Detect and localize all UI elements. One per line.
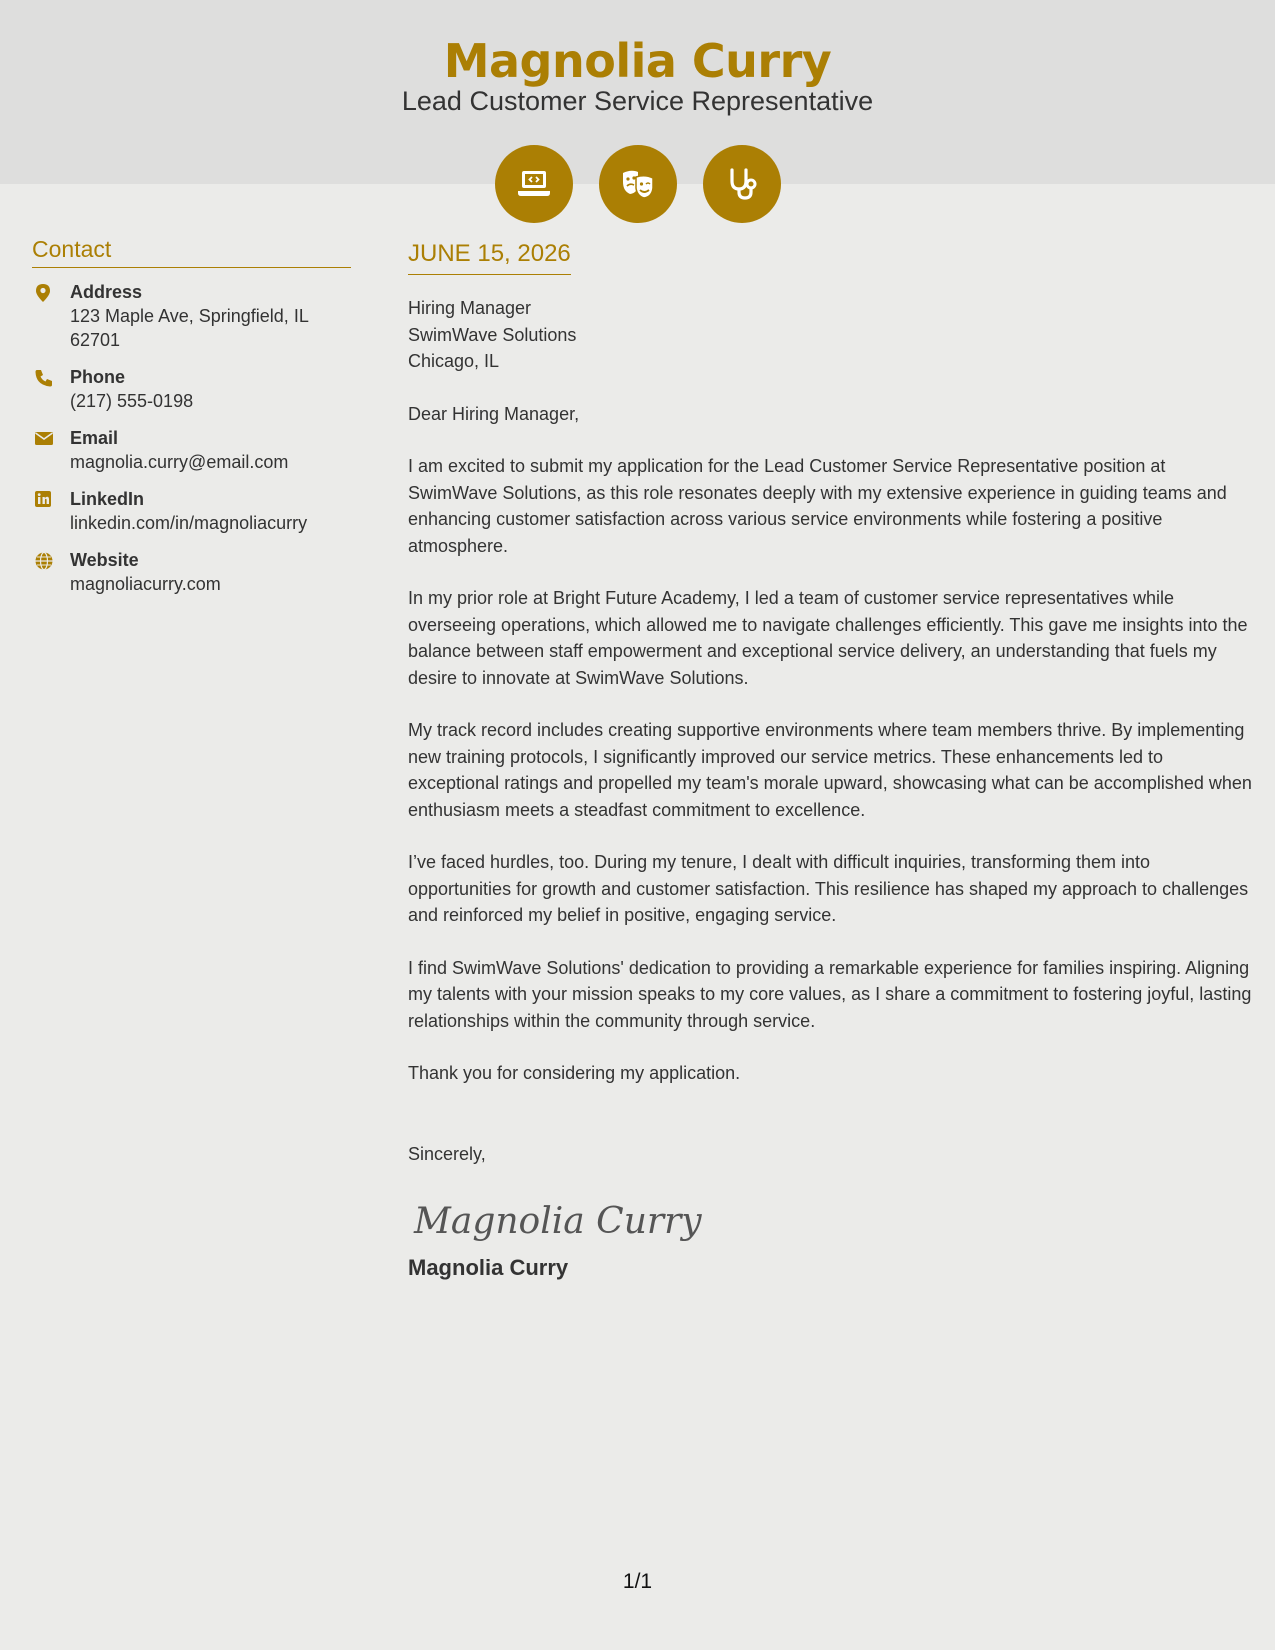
letter-paragraph: I am excited to submit my application for the Lead Customer Service Representative position at SwimWave Solutions, as this role resonates deeply with my extensive experience in guiding teams and enhancing customer satisfaction across various service environments while fostering a positive atmosphere. [408, 456, 1227, 556]
map-pin-icon [32, 280, 70, 308]
contact-label: Website [70, 550, 139, 570]
stethoscope-icon [703, 145, 781, 223]
contact-item-website [32, 548, 351, 596]
linkedin-icon [32, 487, 70, 513]
closing: Sincerely, [408, 1143, 486, 1164]
recipient-line: Chicago, IL [408, 351, 500, 371]
contact-value: magnolia.curry@email.com [70, 452, 289, 472]
laptop-code-icon [495, 145, 573, 223]
letter-paragraph: Thank you for considering my application. [408, 1063, 741, 1083]
contact-item-address [32, 280, 351, 352]
salutation: Dear Hiring Manager, [408, 403, 580, 424]
letter-body [408, 240, 1253, 1281]
globe-icon [32, 548, 70, 576]
contact-sidebar [32, 236, 351, 609]
contact-item-phone [32, 365, 351, 413]
signer-name: Magnolia Curry [408, 1255, 569, 1280]
applicant-role: Lead Customer Service Representative [401, 86, 874, 116]
letter-paragraph: I’ve faced hurdles, too. During my tenure, I dealt with difficult inquiries, transforming them into opportunities for growth and customer satisfaction. This resilience has shaped my approach to challenges and reinforced my belief in positive, engaging service. [408, 852, 1249, 925]
applicant-name: Magnolia Curry [443, 34, 832, 88]
recipient-line: Hiring Manager [408, 298, 532, 318]
recipient-block [408, 295, 1253, 375]
contact-label: LinkedIn [70, 489, 145, 509]
letter-date: JUNE 15, 2026 [408, 240, 571, 275]
envelope-icon [32, 426, 70, 452]
contact-label: Phone [70, 367, 126, 387]
contact-item-linkedin [32, 487, 351, 535]
contact-label: Email [70, 428, 119, 448]
contact-value: magnoliacurry.com [70, 574, 221, 594]
letter-paragraph: In my prior role at Bright Future Academy, I led a team of customer service representatives while overseeing operations, which allowed me to navigate challenges efficiently. This gave me insights into the balance between staff empowerment and exceptional service delivery, an understanding that fuels my desire to innovate at SwimWave Solutions. [408, 588, 1248, 688]
header-icons [0, 145, 1275, 223]
contact-value: linkedin.com/in/magnoliacurry [70, 513, 308, 533]
letter-paragraph: I find SwimWave Solutions' dedication to providing a remarkable experience for families inspiring. Aligning my talents with your mission speaks to my core values, as I share a commitment to fostering joyful, lasting relationships within the community through service. [408, 957, 1252, 1031]
contact-item-email [32, 426, 351, 474]
contact-value: 123 Maple Ave, Springfield, IL 62701 [70, 306, 309, 350]
phone-icon [32, 365, 70, 393]
contact-heading: Contact [32, 236, 351, 268]
signature-text: Magnolia Curry [414, 1201, 702, 1242]
contact-value: (217) 555-0198 [70, 391, 194, 411]
theater-masks-icon [599, 145, 677, 223]
contact-label: Address [70, 282, 143, 302]
recipient-line: SwimWave Solutions [408, 324, 577, 345]
letter-paragraph: My track record includes creating supportive environments where team members thrive. By implementing new training protocols, I significantly improved our service metrics. These enhancements led to exceptional ratings and propelled my team's morale upward, showcasing what can be accomplished when enthusiasm meets a steadfast commitment to excellence. [408, 720, 1252, 820]
handwritten-signature [412, 1185, 1253, 1255]
page-number: 1/1 [622, 1570, 653, 1593]
